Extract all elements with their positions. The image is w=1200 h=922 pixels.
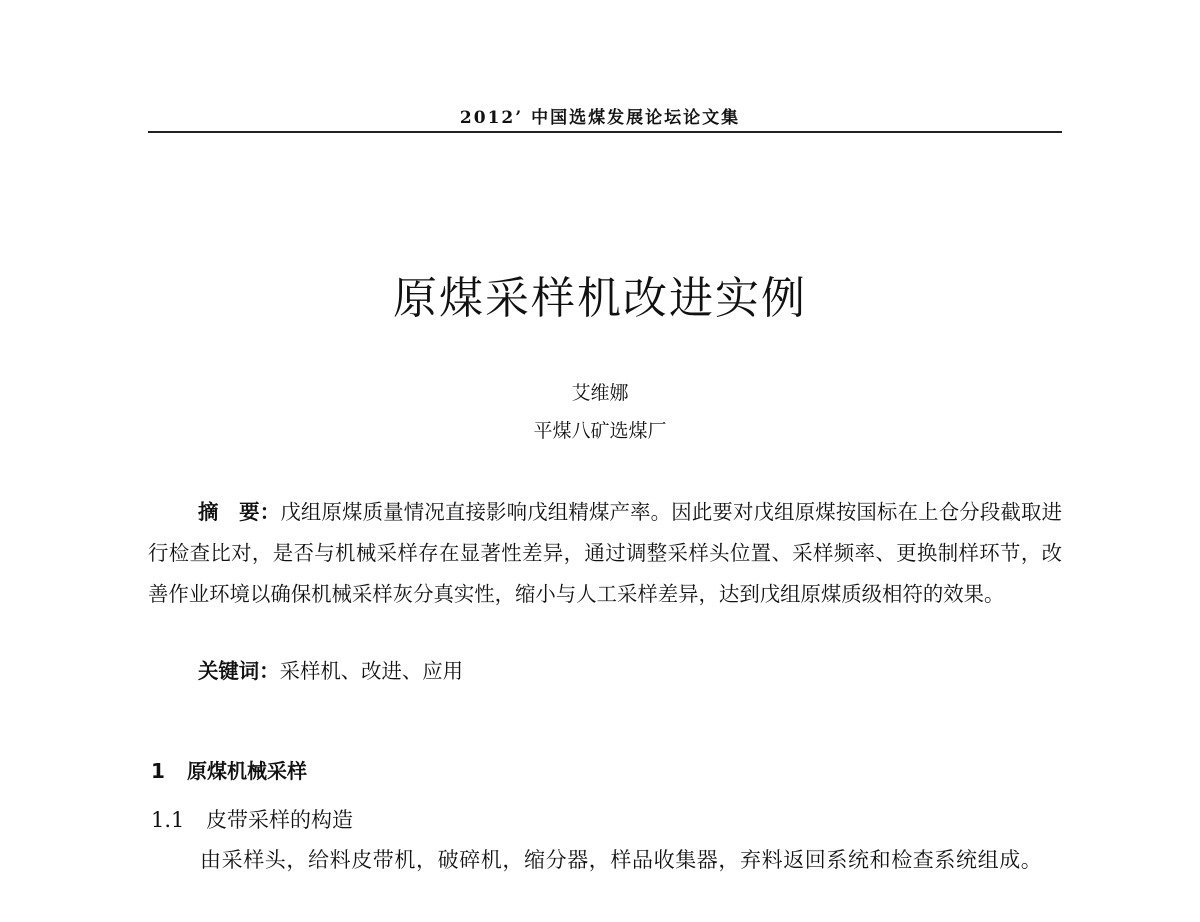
- body-paragraph: 由采样头，给料皮带机，破碎机，缩分器，样品收集器，弃料返回系统和检查系统组成。: [200, 848, 1043, 872]
- subsection-heading: [151, 804, 353, 834]
- running-header: 2012’ 中国选煤发展论坛论文集: [459, 108, 741, 128]
- keywords: [198, 655, 463, 684]
- header-rule: [148, 131, 1062, 133]
- abstract-text: 戊组原煤质量情况直接影响戊组精煤产率。因此要对戊组原煤按国标在上仓分段截取进行检查比对，是否与机械采样存在显著性差异，通过调整采样头位置、采样频率、更换制样环节，改善作业环境以确保机械采样灰分真实性，缩小与人工采样差异，达到戊组原煤质级相符的效果。: [148, 500, 1063, 606]
- author-name: 艾维娜: [571, 382, 629, 404]
- subsection-title: 皮带采样的构造: [206, 808, 353, 832]
- abstract-label: 摘 要：: [198, 500, 281, 524]
- abstract: [148, 492, 1062, 615]
- subsection-number: 1.1: [151, 808, 185, 832]
- section-heading: [151, 755, 307, 784]
- author-affiliation: 平煤八矿选煤厂: [533, 420, 667, 442]
- section-title: 原煤机械采样: [187, 759, 307, 783]
- section-number: 1: [151, 759, 165, 783]
- keywords-label: 关键词：: [198, 659, 280, 683]
- keywords-text: 采样机、改进、应用: [279, 659, 464, 683]
- paper-title: 原煤采样机改进实例: [393, 273, 807, 324]
